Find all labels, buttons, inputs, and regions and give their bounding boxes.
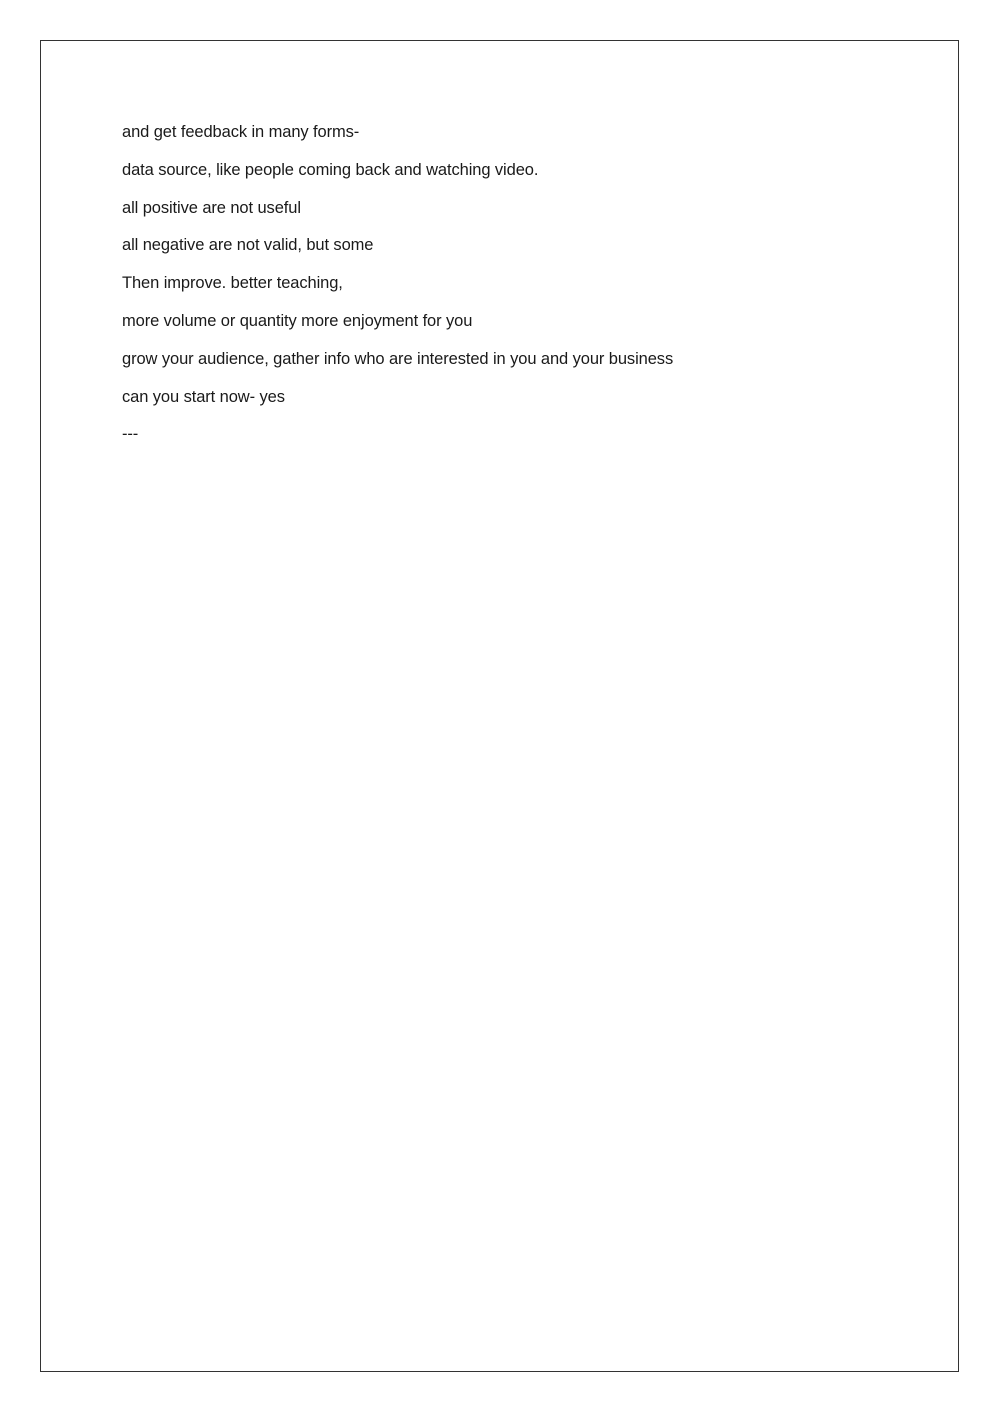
text-line: can you start now- yes [122, 387, 285, 406]
text-line: Then improve. better teaching, [122, 274, 343, 293]
text-line: data source, like people coming back and watching video. [122, 160, 539, 179]
page-content [122, 122, 882, 462]
text-line: and get feedback in many forms- [122, 123, 360, 141]
text-line: grow your audience, gather info who are interested in you and your business [122, 349, 674, 368]
separator-line: --- [122, 425, 139, 444]
text-line: all positive are not useful [122, 198, 301, 217]
text-line: all negative are not valid, but some [122, 236, 374, 255]
page-frame [40, 40, 959, 1372]
text-line: more volume or quantity more enjoyment for you [122, 311, 473, 330]
